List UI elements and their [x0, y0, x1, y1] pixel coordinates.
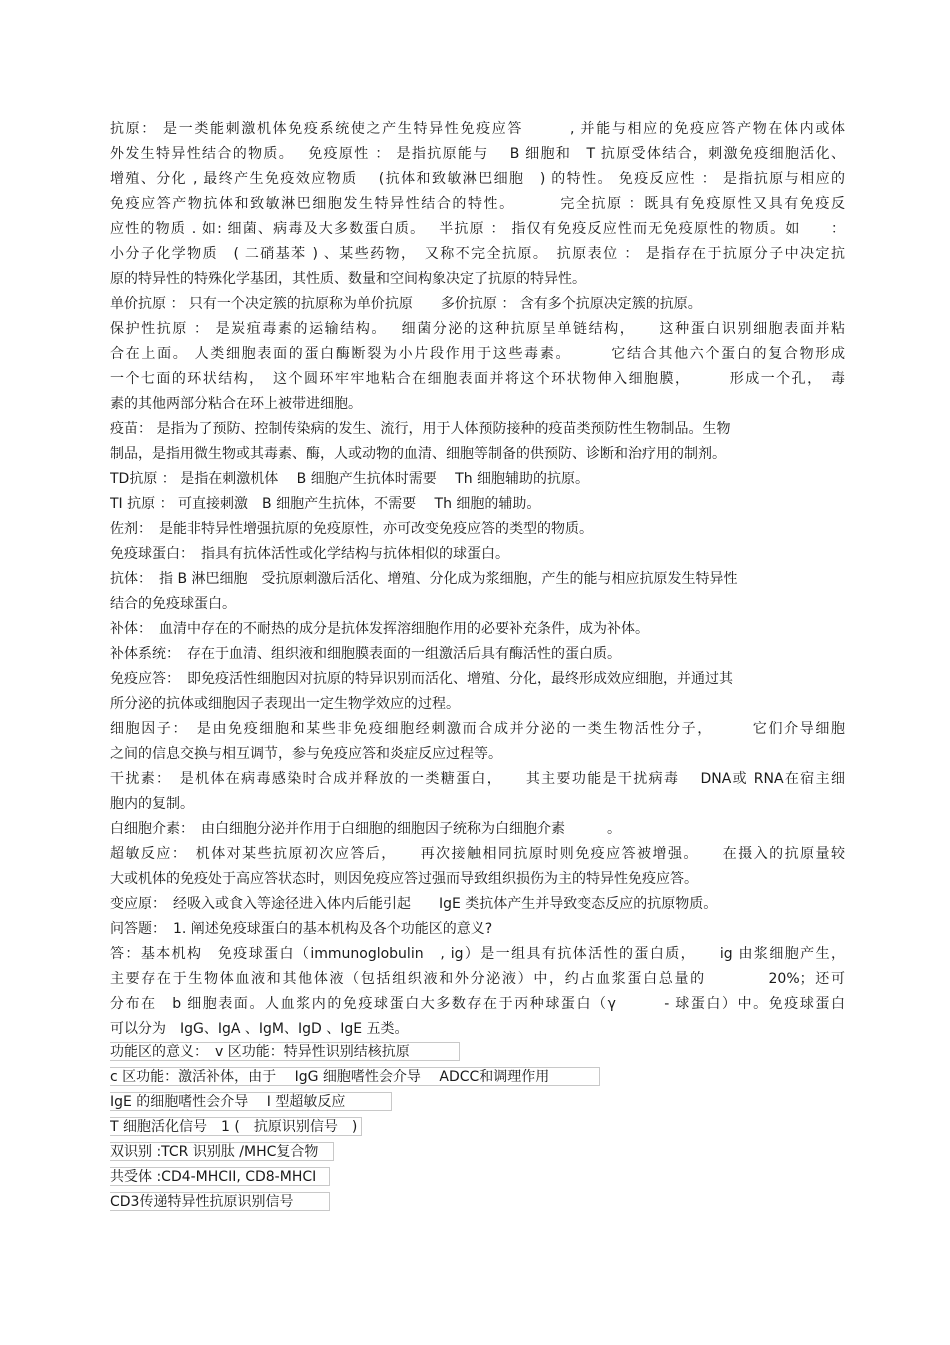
text-line: 补体系统： 存在于血清、组织液和细胞膜表面的一组激活后具有酶活性的蛋白质。 [110, 646, 621, 662]
table-cell: 共受体 :CD4-MHCII, CD8-MHCI [110, 1167, 330, 1186]
text-line: 增殖、分化 , 最终产生免疫效应物质 (抗体和致敏淋巴细胞 ) 的特性。 免疫反应性 ： 是指抗原与相应的 [110, 171, 845, 187]
text-line: TD抗原 ： 是指在刺激机体 B 细胞产生抗体时需要 Th 细胞辅助的抗原。 [110, 471, 590, 487]
text-line: 原的特异性的特殊化学基团，其性质、数量和空间构象决定了抗原的特异性。 [110, 271, 586, 287]
table-cell: c 区功能：激活补体，由于 IgG 细胞嗜性会介导 ADCC和调理作用 [110, 1067, 600, 1086]
text-line: 应性的物质 . 如: 细菌、病毒及大多数蛋白质。 半抗原 ： 指仅有免疫反应性而无免疫原性的物质。如 ： [110, 221, 845, 237]
text-line: 小分子化学物质 ( 二硝基苯 ) 、某些药物， 又称不完全抗原。 抗原表位 ： 是指存在于抗原分子中决定抗 [110, 246, 845, 262]
text-line: 分布在 b 细胞表面。人血浆内的免疫球蛋白大多数存在于丙种球蛋白（γ - 球蛋白）中。免疫球蛋白 [110, 996, 845, 1012]
text-line: 合在上面。 人类细胞表面的蛋白酶断裂为小片段作用于这些毒素。 它结合其他六个蛋白的复合物形成 [110, 346, 845, 362]
text-line: 变应原： 经吸入或食入等途径进入体内后能引起 IgE 类抗体产生并导致变态反应的抗原物质。 [110, 896, 718, 912]
text-line: 佐剂： 是能非特异性增强抗原的免疫原性，亦可改变免疫应答的类型的物质。 [110, 521, 593, 537]
text-line: 一个七面的环状结构， 这个圆环牢牢地粘合在细胞表面并将这个环状物伸入细胞膜， 形成一个孔， 毒 [110, 371, 845, 387]
text-line: 超敏反应： 机体对某些抗原初次应答后， 再次接触相同抗原时则免疫应答被增强。 在摄入的抗原量较 [110, 846, 845, 862]
text-line: 干扰素： 是机体在病毒感染时合成并释放的一类糖蛋白， 其主要功能是干扰病毒 DNA或 RNA在宿主细 [110, 771, 845, 787]
text-line: 问答题： 1. 阐述免疫球蛋白的基本机构及各个功能区的意义? [110, 921, 493, 937]
table-cell: T 细胞活化信号 1 ( 抗原识别信号 ) [110, 1117, 362, 1136]
text-line: 疫苗： 是指为了预防、控制传染病的发生、流行，用于人体预防接种的疫苗类预防性生物制品。生物 [110, 421, 731, 437]
text-line: 主要存在于生物体血液和其他体液（包括组织液和外分泌液）中，约占血浆蛋白总量的 20%；还可 [110, 971, 845, 987]
table-cell: 功能区的意义： v 区功能：特异性识别结核抗原 [110, 1042, 460, 1061]
text-line: 保护性抗原 ： 是炭疽毒素的运输结构。 细菌分泌的这种抗原呈单链结构， 这种蛋白识别细胞表面并粘 [110, 321, 845, 337]
table-cell: CD3传递特异性抗原识别信号 [110, 1192, 330, 1211]
text-line: 补体： 血清中存在的不耐热的成分是抗体发挥溶细胞作用的必要补充条件，成为补体。 [110, 621, 649, 637]
text-line: 所分泌的抗体或细胞因子表现出一定生物学效应的过程。 [110, 696, 460, 712]
text-line: 外发生特异性结合的物质。 免疫原性 ： 是指抗原能与 B 细胞和 T 抗原受体结合，刺激免疫细胞活化、 [110, 146, 845, 162]
table-cell: 双识别 :TCR 识别肽 /MHC复合物 [110, 1142, 334, 1161]
text-line: 素的其他两部分粘合在环上被带进细胞。 [110, 396, 362, 412]
text-line: 大或机体的免疫处于高应答状态时，则因免疫应答过强而导致组织损伤为主的特异性免疫应答。 [110, 871, 698, 887]
text-line: 答：基本机构 免疫球蛋白（immunoglobulin , ig）是一组具有抗体活性的蛋白质， ig 由浆细胞产生， [110, 946, 845, 962]
text-line: 免疫应答： 即免疫活性细胞因对抗原的特异识别而活化、增殖、分化，最终形成效应细胞，并通过其 [110, 671, 733, 687]
text-line: TI 抗原 ： 可直接刺激 B 细胞产生抗体，不需要 Th 细胞的辅助。 [110, 496, 541, 512]
text-line: 胞内的复制。 [110, 796, 194, 812]
text-line: 单价抗原 ： 只有一个决定簇的抗原称为单价抗原 多价抗原 ： 含有多个抗原决定簇的抗原。 [110, 296, 702, 312]
text-line: 之间的信息交换与相互调节，参与免疫应答和炎症反应过程等。 [110, 746, 502, 762]
text-line: 细胞因子： 是由免疫细胞和某些非免疫细胞经刺激而合成并分泌的一类生物活性分子， 它们介导细胞 [110, 721, 845, 737]
text-line: 制品，是指用微生物或其毒素、酶，人或动物的血清、细胞等制备的供预防、诊断和治疗用的制剂。 [110, 446, 726, 462]
text-line: 结合的免疫球蛋白。 [110, 596, 236, 612]
text-line: 白细胞介素： 由白细胞分泌并作用于白细胞的细胞因子统称为白细胞介素 。 [110, 821, 621, 837]
text-line: 可以分为 IgG、IgA 、IgM、IgD 、IgE 五类。 [110, 1021, 409, 1037]
table-cell: IgE 的细胞嗜性会介导 I 型超敏反应 [110, 1092, 392, 1111]
text-line: 抗原： 是一类能刺激机体免疫系统使之产生特异性免疫应答 , 并能与相应的免疫应答产物在体内或体 [110, 121, 845, 137]
text-line: 抗体： 指 B 淋巴细胞 受抗原刺激后活化、增殖、分化成为浆细胞，产生的能与相应抗原发生特异性 [110, 571, 738, 587]
text-line: 免疫球蛋白： 指具有抗体活性或化学结构与抗体相似的球蛋白。 [110, 546, 509, 562]
text-line: 免疫应答产物抗体和致敏淋巴细胞发生特异性结合的特性。 完全抗原 ：既具有免疫原性又具有免疫反 [110, 196, 845, 212]
